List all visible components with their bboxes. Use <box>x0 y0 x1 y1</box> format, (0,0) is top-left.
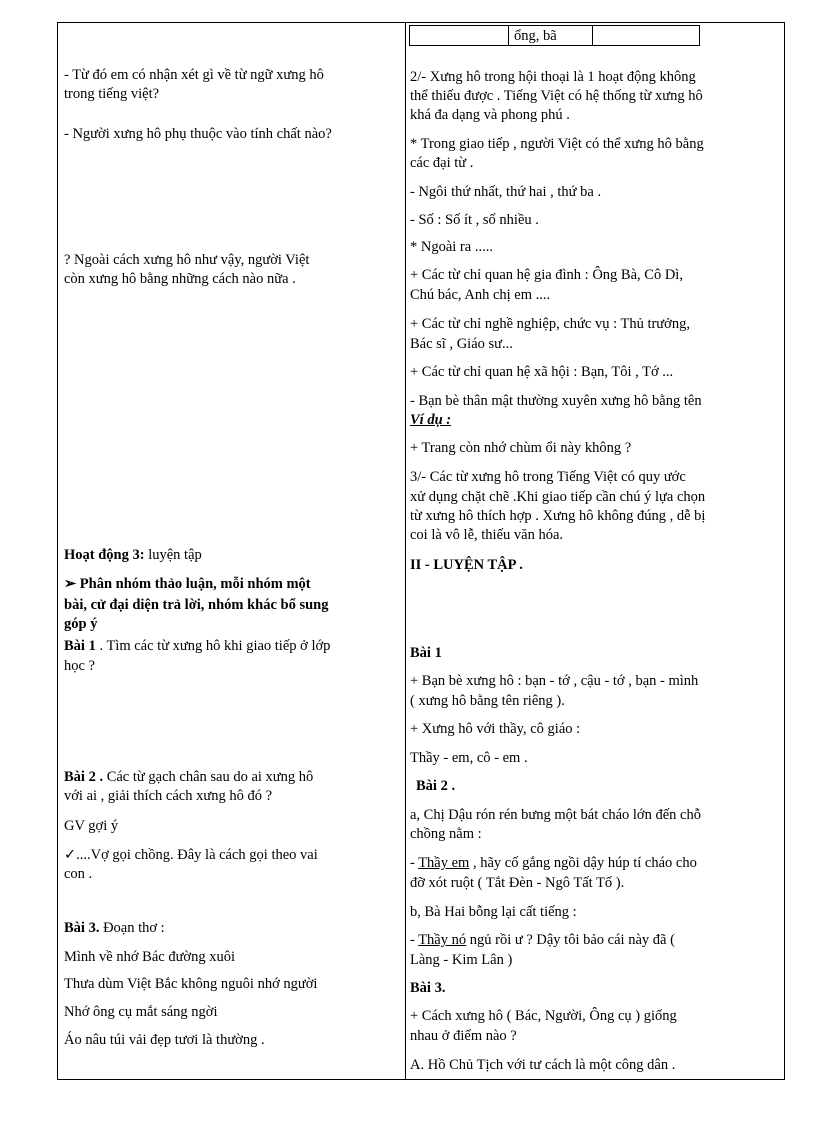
answer-3-option-a: A. Hồ Chủ Tịch với tư cách là một công dân . <box>410 1057 676 1073</box>
answer-3-line2: nhau ở điểm nào ? <box>410 1028 517 1044</box>
poem-line-3: Nhớ ông cụ mắt sáng ngời <box>64 1004 218 1020</box>
exercise-3-prompt: Bài 3. Đoạn thơ : <box>64 920 165 936</box>
besides-note: * Ngoài ra ..... <box>410 239 493 255</box>
poem-line-4: Áo nâu túi vải đẹp tươi là thường . <box>64 1032 265 1048</box>
exercise-1-prompt: Bài 1 . Tìm các từ xưng hô khi giao tiếp ở lớp <box>64 638 331 654</box>
answer-1-line1: + Bạn bè xưng hô : bạn - tớ , cậu - tớ , bạn - mình <box>410 673 699 689</box>
answer-2a-line2: chồng nằm : <box>410 826 482 842</box>
family-terms-line1: + Các từ chỉ quan hệ gia đình : Ông Bà, Cô Dì, <box>410 267 683 283</box>
family-terms-line2: Chú bác, Anh chị em .... <box>410 287 551 303</box>
lesson-table <box>57 22 785 1080</box>
answer-2a-line4: đỡ xót ruột ( Tắt Đèn - Ngô Tất Tố ). <box>410 875 625 891</box>
answer-2b-line1: b, Bà Hai bỗng lại cất tiếng : <box>410 904 577 920</box>
inner-table-row <box>409 25 700 46</box>
underlined-term: Thầy nó <box>418 932 467 948</box>
inner-table-cell: ổng, bã <box>514 28 557 44</box>
poem-line-2: Thưa dùm Việt Bắc không nguôi nhớ người <box>64 976 318 992</box>
pronoun-note-line1: * Trong giao tiếp , người Việt có thể xưng hô bằng <box>410 136 704 152</box>
exercise-1-prompt-line2: học ? <box>64 658 95 674</box>
pronoun-note-line2: các đại từ . <box>410 155 474 171</box>
answer-1-line2: ( xưng hô bằng tên riêng ). <box>410 693 565 709</box>
group-instruction-line3: góp ý <box>64 616 98 632</box>
answer-2b-line3: Làng - Kim Lân ) <box>410 952 513 968</box>
activity-3-heading: Hoạt động 3: luyện tập <box>64 547 202 563</box>
exercise-2-prompt: Bài 2 . Các từ gạch chân sau do ai xưng hô <box>64 769 314 785</box>
answer-2b-line2: - Thầy nó ngủ rồi ư ? Dậy tôi bảo cái này đã ( <box>410 932 675 948</box>
example-sentence: + Trang còn nhớ chùm ổi này không ? <box>410 440 632 456</box>
question-1-line1: - Từ đó em có nhận xét gì về từ ngữ xưng hô <box>64 67 324 83</box>
question-3-line1: ? Ngoài cách xưng hô như vậy, người Việt <box>64 252 310 268</box>
person-note: - Ngôi thứ nhất, thứ hai , thứ ba . <box>410 184 602 200</box>
point-2-line2: thể thiếu được . Tiếng Việt có hệ thống từ xưng hô <box>410 88 703 104</box>
example-label: Ví dụ : <box>410 412 452 428</box>
column-divider <box>405 23 406 1079</box>
point-3-line3: từ xưng hô thích hợp . Xưng hô không đúng , dễ bị <box>410 508 706 524</box>
friends-note: - Bạn bè thân mật thường xuyên xưng hô bằng tên <box>410 393 702 409</box>
practice-heading: II - LUYỆN TẬP . <box>410 557 523 573</box>
answer-2-heading: Bài 2 . <box>416 778 456 794</box>
answer-1-line3: + Xưng hô với thầy, cô giáo : <box>410 721 581 737</box>
point-2-line3: khá đa dạng và phong phú . <box>410 107 570 123</box>
point-3-line1: 3/- Các từ xưng hô trong Tiếng Việt có quy ước <box>410 469 686 485</box>
number-note: - Số : Số ít , số nhiều . <box>410 212 539 228</box>
answer-1-heading: Bài 1 <box>410 645 442 661</box>
group-instruction-line2: bài, cử đại diện trả lời, nhóm khác bổ sung <box>64 597 329 613</box>
question-1-line2: trong tiếng việt? <box>64 86 160 102</box>
point-2-line1: 2/- Xưng hô trong hội thoại là 1 hoạt động không <box>410 69 696 85</box>
question-2: - Người xưng hô phụ thuộc vào tính chất nào? <box>64 126 332 142</box>
inner-table-separator <box>508 26 509 45</box>
answer-2a-line3: - Thầy em , hãy cố gắng ngồi dậy húp tí cháo cho <box>410 855 697 871</box>
inner-table-separator <box>592 26 593 45</box>
hint-line2: con . <box>64 866 93 882</box>
answer-1-line4: Thầy - em, cô - em . <box>410 750 528 766</box>
exercise-2-prompt-line2: với ai , giải thích cách xưng hô đó ? <box>64 788 272 804</box>
point-3-line4: coi là vô lễ, thiếu văn hóa. <box>410 527 564 543</box>
underlined-term: Thầy em <box>418 855 470 871</box>
answer-3-line1: + Cách xưng hô ( Bác, Người, Ông cụ ) giống <box>410 1008 677 1024</box>
social-terms: + Các từ chỉ quan hệ xã hội : Bạn, Tôi , Tớ ... <box>410 364 674 380</box>
question-3-line2: còn xưng hô bằng những cách nào nữa . <box>64 271 296 287</box>
job-terms-line2: Bác sĩ , Giáo sư... <box>410 336 513 352</box>
job-terms-line1: + Các từ chỉ nghề nghiệp, chức vụ : Thủ trưởng, <box>410 316 690 332</box>
poem-line-1: Mình về nhớ Bác đường xuôi <box>64 949 235 965</box>
group-instruction-line1: ➢ Phân nhóm thảo luận, mỗi nhóm một <box>64 576 311 592</box>
hint-line1: ✓....Vợ gọi chồng. Đây là cách gọi theo vai <box>64 847 318 863</box>
teacher-hint-label: GV gợi ý <box>64 818 119 834</box>
point-3-line2: xử dụng chặt chẽ .Khi giao tiếp cần chú ý lựa chọn <box>410 489 706 505</box>
answer-2a-line1: a, Chị Dậu rón rén bưng một bát cháo lớn đến chỗ <box>410 807 701 823</box>
answer-3-heading: Bài 3. <box>410 980 446 996</box>
